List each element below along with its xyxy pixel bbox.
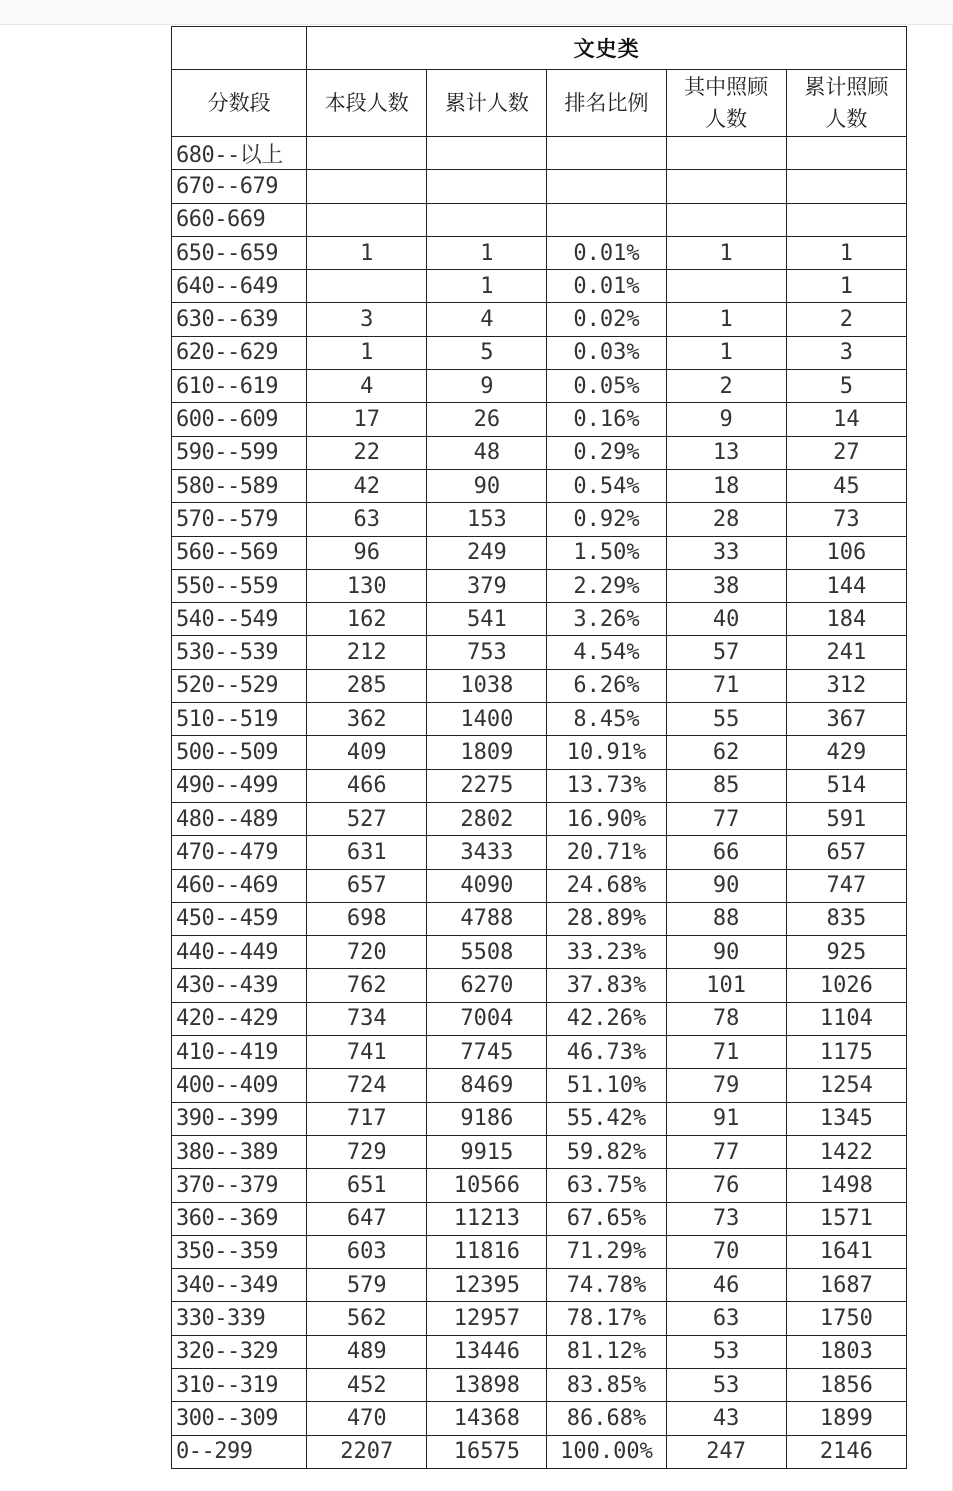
- segment-count-cell: 212: [307, 636, 427, 669]
- table-row: [172, 703, 907, 736]
- rank-ratio-cell: 0.03%: [547, 336, 666, 369]
- segment-count-cell: 698: [307, 902, 427, 935]
- rank-ratio-cell: 0.16%: [547, 403, 666, 436]
- cumulative-count-cell: 541: [427, 603, 547, 636]
- cumulative-care-cell: 1345: [786, 1102, 906, 1135]
- segment-count-cell: [307, 170, 427, 203]
- header-care-count-line1: 其中照顾: [684, 75, 769, 99]
- header-cumulative-care-count: [786, 70, 906, 137]
- table-row: [172, 270, 907, 303]
- care-count-cell: 66: [666, 836, 786, 869]
- score-range-cell: 320--329: [172, 1335, 307, 1368]
- table-row: [172, 1036, 907, 1069]
- rank-ratio-cell: [547, 137, 666, 170]
- segment-count-cell: [307, 203, 427, 236]
- category-title: 文史类: [307, 27, 907, 70]
- cumulative-care-cell: 2146: [786, 1435, 906, 1468]
- header-segment-count: 本段人数: [307, 70, 427, 137]
- table-row: [172, 1202, 907, 1235]
- table-row: [172, 902, 907, 935]
- rank-ratio-cell: 1.50%: [547, 536, 666, 569]
- table-row: [172, 370, 907, 403]
- score-range-cell: 570--579: [172, 503, 307, 536]
- cumulative-care-cell: 1498: [786, 1169, 906, 1202]
- score-range-cell: 0--299: [172, 1435, 307, 1468]
- cumulative-care-cell: 106: [786, 536, 906, 569]
- table-row: [172, 403, 907, 436]
- cumulative-count-cell: 12395: [427, 1269, 547, 1302]
- care-count-cell: 85: [666, 769, 786, 802]
- cumulative-count-cell: [427, 203, 547, 236]
- care-count-cell: 77: [666, 1135, 786, 1168]
- segment-count-cell: 466: [307, 769, 427, 802]
- rank-ratio-cell: 24.68%: [547, 869, 666, 902]
- score-range-cell: 470--479: [172, 836, 307, 869]
- rank-ratio-cell: 28.89%: [547, 902, 666, 935]
- score-range-cell: 450--459: [172, 902, 307, 935]
- score-range-cell: 420--429: [172, 1002, 307, 1035]
- rank-ratio-cell: 20.71%: [547, 836, 666, 869]
- rank-ratio-cell: 71.29%: [547, 1235, 666, 1268]
- rank-ratio-cell: 0.01%: [547, 236, 666, 269]
- cumulative-care-cell: 1026: [786, 969, 906, 1002]
- care-count-cell: 78: [666, 1002, 786, 1035]
- cumulative-count-cell: 9186: [427, 1102, 547, 1135]
- table-row: [172, 1169, 907, 1202]
- cumulative-care-cell: [786, 137, 906, 170]
- table-row: [172, 1335, 907, 1368]
- rank-ratio-cell: 74.78%: [547, 1269, 666, 1302]
- cumulative-care-cell: 1175: [786, 1036, 906, 1069]
- care-count-cell: 9: [666, 403, 786, 436]
- cumulative-care-cell: 367: [786, 703, 906, 736]
- rank-ratio-cell: 0.92%: [547, 503, 666, 536]
- care-count-cell: 38: [666, 569, 786, 602]
- table-row: [172, 503, 907, 536]
- care-count-cell: 2: [666, 370, 786, 403]
- rank-ratio-cell: 83.85%: [547, 1368, 666, 1401]
- cumulative-count-cell: 7745: [427, 1036, 547, 1069]
- cumulative-count-cell: 3433: [427, 836, 547, 869]
- cumulative-count-cell: 9915: [427, 1135, 547, 1168]
- score-range-cell: 630--639: [172, 303, 307, 336]
- cumulative-count-cell: 11213: [427, 1202, 547, 1235]
- care-count-cell: 53: [666, 1368, 786, 1401]
- rank-ratio-cell: 78.17%: [547, 1302, 666, 1335]
- cumulative-count-cell: 1400: [427, 703, 547, 736]
- rank-ratio-cell: 8.45%: [547, 703, 666, 736]
- table-row: [172, 603, 907, 636]
- cumulative-count-cell: 1038: [427, 669, 547, 702]
- segment-count-cell: 720: [307, 936, 427, 969]
- header-care-count-line2: 人数: [705, 107, 748, 131]
- score-range-cell: 390--399: [172, 1102, 307, 1135]
- table-row: [172, 936, 907, 969]
- cumulative-care-cell: [786, 203, 906, 236]
- cumulative-count-cell: 2275: [427, 769, 547, 802]
- table-row: [172, 1102, 907, 1135]
- cumulative-count-cell: 753: [427, 636, 547, 669]
- cumulative-count-cell: 4788: [427, 902, 547, 935]
- segment-count-cell: 409: [307, 736, 427, 769]
- cumulative-count-cell: 10566: [427, 1169, 547, 1202]
- score-range-cell: 360--369: [172, 1202, 307, 1235]
- score-range-cell: 680--以上: [172, 137, 307, 170]
- cumulative-care-cell: 14: [786, 403, 906, 436]
- rank-ratio-cell: 2.29%: [547, 569, 666, 602]
- table-body: [172, 137, 907, 1469]
- cumulative-care-cell: 312: [786, 669, 906, 702]
- care-count-cell: 62: [666, 736, 786, 769]
- score-range-cell: 440--449: [172, 936, 307, 969]
- score-range-cell: 500--509: [172, 736, 307, 769]
- rank-ratio-cell: 51.10%: [547, 1069, 666, 1102]
- segment-count-cell: 42: [307, 469, 427, 502]
- rank-ratio-cell: 0.05%: [547, 370, 666, 403]
- cumulative-care-cell: 514: [786, 769, 906, 802]
- header-score-range: 分数段: [172, 70, 307, 137]
- cumulative-count-cell: 2802: [427, 802, 547, 835]
- care-count-cell: 101: [666, 969, 786, 1002]
- cumulative-care-cell: 2: [786, 303, 906, 336]
- cumulative-count-cell: 249: [427, 536, 547, 569]
- cumulative-care-cell: 144: [786, 569, 906, 602]
- segment-count-cell: 285: [307, 669, 427, 702]
- table-row: [172, 203, 907, 236]
- table-row: [172, 536, 907, 569]
- cumulative-care-cell: 1803: [786, 1335, 906, 1368]
- header-rank-ratio: 排名比例: [547, 70, 666, 137]
- care-count-cell: 70: [666, 1235, 786, 1268]
- care-count-cell: 28: [666, 503, 786, 536]
- table-row: [172, 569, 907, 602]
- cumulative-count-cell: 26: [427, 403, 547, 436]
- score-range-cell: 310--319: [172, 1368, 307, 1401]
- table-row: [172, 1269, 907, 1302]
- cumulative-care-cell: 1856: [786, 1368, 906, 1401]
- care-count-cell: 79: [666, 1069, 786, 1102]
- header-cumulative-care-line1: 累计照顾: [804, 75, 889, 99]
- care-count-cell: 40: [666, 603, 786, 636]
- cumulative-care-cell: 657: [786, 836, 906, 869]
- segment-count-cell: 22: [307, 436, 427, 469]
- score-range-cell: 650--659: [172, 236, 307, 269]
- top-divider: [0, 0, 953, 25]
- cumulative-care-cell: 73: [786, 503, 906, 536]
- cumulative-care-cell: 45: [786, 469, 906, 502]
- table-row: [172, 869, 907, 902]
- cumulative-care-cell: 1422: [786, 1135, 906, 1168]
- table-row: [172, 137, 907, 170]
- rank-ratio-cell: 67.65%: [547, 1202, 666, 1235]
- care-count-cell: 57: [666, 636, 786, 669]
- score-range-cell: 340--349: [172, 1269, 307, 1302]
- segment-count-cell: 527: [307, 802, 427, 835]
- care-count-cell: [666, 137, 786, 170]
- care-count-cell: 46: [666, 1269, 786, 1302]
- care-count-cell: 247: [666, 1435, 786, 1468]
- score-range-cell: 540--549: [172, 603, 307, 636]
- score-range-cell: 480--489: [172, 802, 307, 835]
- rank-ratio-cell: 0.02%: [547, 303, 666, 336]
- care-count-cell: [666, 203, 786, 236]
- care-count-cell: 71: [666, 1036, 786, 1069]
- segment-count-cell: 741: [307, 1036, 427, 1069]
- segment-count-cell: 489: [307, 1335, 427, 1368]
- score-range-cell: 460--469: [172, 869, 307, 902]
- segment-count-cell: 631: [307, 836, 427, 869]
- cumulative-count-cell: [427, 170, 547, 203]
- segment-count-cell: 729: [307, 1135, 427, 1168]
- cumulative-count-cell: 5: [427, 336, 547, 369]
- score-range-cell: 350--359: [172, 1235, 307, 1268]
- cumulative-count-cell: 9: [427, 370, 547, 403]
- segment-count-cell: 651: [307, 1169, 427, 1202]
- segment-count-cell: 362: [307, 703, 427, 736]
- table-row: [172, 1368, 907, 1401]
- rank-ratio-cell: 0.54%: [547, 469, 666, 502]
- care-count-cell: 1: [666, 336, 786, 369]
- segment-count-cell: 3: [307, 303, 427, 336]
- cumulative-care-cell: 27: [786, 436, 906, 469]
- rank-ratio-cell: 16.90%: [547, 802, 666, 835]
- care-count-cell: 53: [666, 1335, 786, 1368]
- cumulative-count-cell: 4090: [427, 869, 547, 902]
- cumulative-care-cell: 747: [786, 869, 906, 902]
- cumulative-care-cell: 184: [786, 603, 906, 636]
- cumulative-care-cell: 591: [786, 802, 906, 835]
- care-count-cell: 13: [666, 436, 786, 469]
- score-range-cell: 670--679: [172, 170, 307, 203]
- care-count-cell: 1: [666, 236, 786, 269]
- rank-ratio-cell: 42.26%: [547, 1002, 666, 1035]
- segment-count-cell: 162: [307, 603, 427, 636]
- category-row: [172, 27, 907, 70]
- cumulative-count-cell: 14368: [427, 1402, 547, 1435]
- segment-count-cell: 562: [307, 1302, 427, 1335]
- care-count-cell: 90: [666, 936, 786, 969]
- table-row: [172, 669, 907, 702]
- cumulative-care-cell: 5: [786, 370, 906, 403]
- cumulative-count-cell: 12957: [427, 1302, 547, 1335]
- cumulative-count-cell: 153: [427, 503, 547, 536]
- cumulative-care-cell: 835: [786, 902, 906, 935]
- cumulative-care-cell: 1: [786, 270, 906, 303]
- rank-ratio-cell: 0.29%: [547, 436, 666, 469]
- rank-ratio-cell: 4.54%: [547, 636, 666, 669]
- table-row: [172, 436, 907, 469]
- score-range-cell: 370--379: [172, 1169, 307, 1202]
- segment-count-cell: 734: [307, 1002, 427, 1035]
- segment-count-cell: 657: [307, 869, 427, 902]
- cumulative-count-cell: 48: [427, 436, 547, 469]
- header-care-count: [666, 70, 786, 137]
- table-row: [172, 1069, 907, 1102]
- score-range-cell: 490--499: [172, 769, 307, 802]
- rank-ratio-cell: 81.12%: [547, 1335, 666, 1368]
- rank-ratio-cell: 3.26%: [547, 603, 666, 636]
- rank-ratio-cell: 63.75%: [547, 1169, 666, 1202]
- segment-count-cell: 63: [307, 503, 427, 536]
- segment-count-cell: 1: [307, 336, 427, 369]
- rank-ratio-cell: 37.83%: [547, 969, 666, 1002]
- table-row: [172, 769, 907, 802]
- cumulative-care-cell: 3: [786, 336, 906, 369]
- table-row: [172, 1002, 907, 1035]
- segment-count-cell: 2207: [307, 1435, 427, 1468]
- table-row: [172, 1302, 907, 1335]
- segment-count-cell: 130: [307, 569, 427, 602]
- care-count-cell: [666, 270, 786, 303]
- cumulative-count-cell: 13446: [427, 1335, 547, 1368]
- header-row: [172, 70, 907, 137]
- cumulative-count-cell: 11816: [427, 1235, 547, 1268]
- score-range-cell: 580--589: [172, 469, 307, 502]
- score-range-cell: 380--389: [172, 1135, 307, 1168]
- segment-count-cell: [307, 270, 427, 303]
- rank-ratio-cell: 33.23%: [547, 936, 666, 969]
- segment-count-cell: 717: [307, 1102, 427, 1135]
- table-row: [172, 1235, 907, 1268]
- cumulative-care-cell: 925: [786, 936, 906, 969]
- rank-ratio-cell: 86.68%: [547, 1402, 666, 1435]
- score-range-cell: 400--409: [172, 1069, 307, 1102]
- table-row: [172, 236, 907, 269]
- rank-ratio-cell: 13.73%: [547, 769, 666, 802]
- cumulative-care-cell: 241: [786, 636, 906, 669]
- cumulative-count-cell: 4: [427, 303, 547, 336]
- segment-count-cell: 647: [307, 1202, 427, 1235]
- score-range-cell: 520--529: [172, 669, 307, 702]
- rank-ratio-cell: 100.00%: [547, 1435, 666, 1468]
- care-count-cell: 71: [666, 669, 786, 702]
- care-count-cell: 63: [666, 1302, 786, 1335]
- score-range-cell: 660-669: [172, 203, 307, 236]
- empty-corner-cell: [172, 27, 307, 70]
- score-range-cell: 560--569: [172, 536, 307, 569]
- table-row: [172, 469, 907, 502]
- care-count-cell: 76: [666, 1169, 786, 1202]
- cumulative-care-cell: 1104: [786, 1002, 906, 1035]
- score-range-cell: 530--539: [172, 636, 307, 669]
- rank-ratio-cell: 0.01%: [547, 270, 666, 303]
- rank-ratio-cell: 55.42%: [547, 1102, 666, 1135]
- cumulative-care-cell: 1750: [786, 1302, 906, 1335]
- score-range-cell: 430--439: [172, 969, 307, 1002]
- cumulative-count-cell: 1809: [427, 736, 547, 769]
- cumulative-count-cell: 7004: [427, 1002, 547, 1035]
- cumulative-count-cell: 1: [427, 236, 547, 269]
- segment-count-cell: 96: [307, 536, 427, 569]
- segment-count-cell: 1: [307, 236, 427, 269]
- score-range-cell: 510--519: [172, 703, 307, 736]
- rank-ratio-cell: [547, 170, 666, 203]
- cumulative-care-cell: 1687: [786, 1269, 906, 1302]
- cumulative-care-cell: 429: [786, 736, 906, 769]
- table-row: [172, 1402, 907, 1435]
- segment-count-cell: 452: [307, 1368, 427, 1401]
- segment-count-cell: 470: [307, 1402, 427, 1435]
- score-range-cell: 590--599: [172, 436, 307, 469]
- score-range-cell: 330-339: [172, 1302, 307, 1335]
- cumulative-care-cell: [786, 170, 906, 203]
- cumulative-count-cell: 6270: [427, 969, 547, 1002]
- rank-ratio-cell: 46.73%: [547, 1036, 666, 1069]
- cumulative-count-cell: 16575: [427, 1435, 547, 1468]
- score-range-cell: 620--629: [172, 336, 307, 369]
- cumulative-count-cell: 379: [427, 569, 547, 602]
- segment-count-cell: 724: [307, 1069, 427, 1102]
- score-distribution-table: [171, 26, 907, 1469]
- table-row: [172, 336, 907, 369]
- header-cumulative-count: 累计人数: [427, 70, 547, 137]
- rank-ratio-cell: 6.26%: [547, 669, 666, 702]
- segment-count-cell: 4: [307, 370, 427, 403]
- cumulative-care-cell: 1899: [786, 1402, 906, 1435]
- score-range-cell: 300--309: [172, 1402, 307, 1435]
- care-count-cell: 18: [666, 469, 786, 502]
- rank-ratio-cell: 10.91%: [547, 736, 666, 769]
- care-count-cell: 77: [666, 802, 786, 835]
- table-row: [172, 636, 907, 669]
- segment-count-cell: 603: [307, 1235, 427, 1268]
- care-count-cell: 91: [666, 1102, 786, 1135]
- table-row: [172, 303, 907, 336]
- care-count-cell: [666, 170, 786, 203]
- score-range-cell: 640--649: [172, 270, 307, 303]
- cumulative-care-cell: 1: [786, 236, 906, 269]
- cumulative-count-cell: 13898: [427, 1368, 547, 1401]
- care-count-cell: 88: [666, 902, 786, 935]
- rank-ratio-cell: [547, 203, 666, 236]
- segment-count-cell: 762: [307, 969, 427, 1002]
- score-range-cell: 410--419: [172, 1036, 307, 1069]
- cumulative-care-cell: 1571: [786, 1202, 906, 1235]
- table-row: [172, 170, 907, 203]
- table-row: [172, 1135, 907, 1168]
- care-count-cell: 33: [666, 536, 786, 569]
- table-row: [172, 802, 907, 835]
- care-count-cell: 1: [666, 303, 786, 336]
- cumulative-count-cell: 90: [427, 469, 547, 502]
- care-count-cell: 73: [666, 1202, 786, 1235]
- cumulative-count-cell: 1: [427, 270, 547, 303]
- cumulative-care-cell: 1641: [786, 1235, 906, 1268]
- score-range-cell: 550--559: [172, 569, 307, 602]
- cumulative-count-cell: 8469: [427, 1069, 547, 1102]
- table-row: [172, 1435, 907, 1468]
- care-count-cell: 55: [666, 703, 786, 736]
- segment-count-cell: [307, 137, 427, 170]
- segment-count-cell: 17: [307, 403, 427, 436]
- table-row: [172, 969, 907, 1002]
- table-row: [172, 836, 907, 869]
- cumulative-count-cell: 5508: [427, 936, 547, 969]
- rank-ratio-cell: 59.82%: [547, 1135, 666, 1168]
- score-range-cell: 610--619: [172, 370, 307, 403]
- care-count-cell: 90: [666, 869, 786, 902]
- care-count-cell: 43: [666, 1402, 786, 1435]
- header-cumulative-care-line2: 人数: [825, 107, 868, 131]
- score-range-cell: 600--609: [172, 403, 307, 436]
- segment-count-cell: 579: [307, 1269, 427, 1302]
- table-row: [172, 736, 907, 769]
- cumulative-count-cell: [427, 137, 547, 170]
- cumulative-care-cell: 1254: [786, 1069, 906, 1102]
